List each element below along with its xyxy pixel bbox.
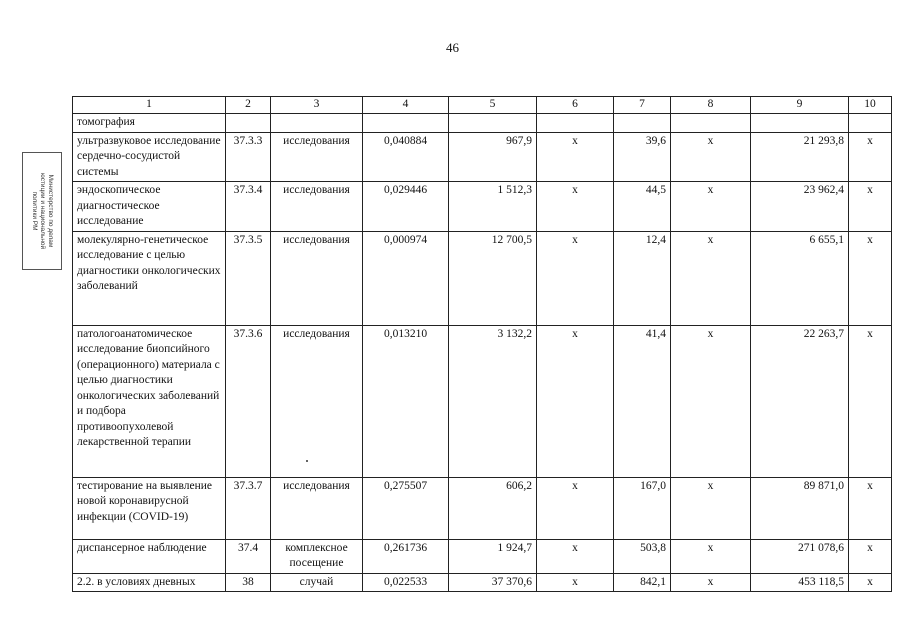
table-row	[73, 477, 892, 539]
table-row	[73, 325, 892, 477]
header-cell: 1	[73, 97, 226, 114]
row-col9: 6 655,1	[751, 231, 849, 325]
row-code: 37.4	[226, 539, 271, 573]
stamp-text	[30, 154, 54, 268]
header-cell: 6	[537, 97, 614, 114]
row-col10: х	[849, 539, 892, 573]
row-col7: 12,4	[614, 231, 671, 325]
row-col5: 1 924,7	[449, 539, 537, 573]
tariff-table	[72, 96, 892, 592]
row-col9: 21 293,8	[751, 132, 849, 182]
row-col7: 503,8	[614, 539, 671, 573]
page-number: 46	[446, 40, 459, 55]
row-col5: 3 132,2	[449, 325, 537, 477]
table-row	[73, 132, 892, 182]
row-col8: х	[671, 132, 751, 182]
row-col7: 842,1	[614, 573, 671, 592]
header-cell: 4	[363, 97, 449, 114]
row-code: 38	[226, 573, 271, 592]
row-col6: х	[537, 477, 614, 539]
row-name: ультразвуковое исследование сердечно-сосудистой системы	[73, 132, 226, 182]
row-col8: х	[671, 325, 751, 477]
row-col6: х	[537, 132, 614, 182]
header-cell: 7	[614, 97, 671, 114]
row-name: патологоанатомическое исследование биопсийного (операционного) материала с целью диагностики онкологических заболеваний и подбора противоопухолевой лекарственной терапии	[73, 325, 226, 477]
registration-stamp	[22, 152, 62, 270]
header-cell: 3	[271, 97, 363, 114]
row-col6: х	[537, 325, 614, 477]
row-name: эндоскопическое диагностическое исследование	[73, 182, 226, 232]
table-row	[73, 231, 892, 325]
row-col9: 453 118,5	[751, 573, 849, 592]
row-col6: х	[537, 539, 614, 573]
row-name: тестирование на выявление новой коронавирусной инфекции (COVID-19)	[73, 477, 226, 539]
row-col4: 0,029446	[363, 182, 449, 232]
row-code: 37.3.7	[226, 477, 271, 539]
stamp-line: политики РМ	[30, 191, 38, 231]
row-col6: х	[537, 231, 614, 325]
section-label: томография	[73, 114, 226, 133]
row-unit: исследования	[271, 132, 363, 182]
row-code: 37.3.5	[226, 231, 271, 325]
row-code: 37.3.6	[226, 325, 271, 477]
row-col8: х	[671, 573, 751, 592]
row-col9: 89 871,0	[751, 477, 849, 539]
table-row	[73, 539, 892, 573]
row-col10: х	[849, 477, 892, 539]
row-col8: х	[671, 539, 751, 573]
row-unit: случай	[271, 573, 363, 592]
row-col4: 0,261736	[363, 539, 449, 573]
row-col8: х	[671, 231, 751, 325]
row-name: молекулярно-генетическое исследование с целью диагностики онкологических заболеваний	[73, 231, 226, 325]
row-col5: 1 512,3	[449, 182, 537, 232]
row-col10: х	[849, 231, 892, 325]
row-col9: 271 078,6	[751, 539, 849, 573]
row-col4: 0,022533	[363, 573, 449, 592]
row-col10: х	[849, 182, 892, 232]
row-col5: 12 700,5	[449, 231, 537, 325]
row-col9: 22 263,7	[751, 325, 849, 477]
row-col5: 967,9	[449, 132, 537, 182]
row-col10: х	[849, 573, 892, 592]
header-cell: 10	[849, 97, 892, 114]
row-col7: 167,0	[614, 477, 671, 539]
row-name: диспансерное наблюдение	[73, 539, 226, 573]
table-row	[73, 573, 892, 592]
row-col4: 0,275507	[363, 477, 449, 539]
row-unit: исследования	[271, 325, 363, 477]
row-unit: исследования	[271, 182, 363, 232]
stamp-line: юстиции и национальной	[39, 172, 47, 250]
row-unit: исследования	[271, 477, 363, 539]
row-col4: 0,000974	[363, 231, 449, 325]
row-col7: 41,4	[614, 325, 671, 477]
row-col6: х	[537, 573, 614, 592]
header-cell: 9	[751, 97, 849, 114]
header-cell: 8	[671, 97, 751, 114]
row-unit: комплексное посещение	[271, 539, 363, 573]
row-col10: х	[849, 325, 892, 477]
scan-speck	[306, 460, 308, 462]
row-col9: 23 962,4	[751, 182, 849, 232]
row-col7: 39,6	[614, 132, 671, 182]
table-header-row	[73, 97, 892, 114]
row-col8: х	[671, 182, 751, 232]
row-col7: 44,5	[614, 182, 671, 232]
row-col4: 0,040884	[363, 132, 449, 182]
header-cell: 2	[226, 97, 271, 114]
row-col4: 0,013210	[363, 325, 449, 477]
row-name: 2.2. в условиях дневных	[73, 573, 226, 592]
row-code: 37.3.4	[226, 182, 271, 232]
table-row	[73, 182, 892, 232]
header-cell: 5	[449, 97, 537, 114]
row-col10: х	[849, 132, 892, 182]
row-col5: 37 370,6	[449, 573, 537, 592]
section-row	[73, 114, 892, 133]
row-col8: х	[671, 477, 751, 539]
row-col5: 606,2	[449, 477, 537, 539]
stamp-line: Министерство по делам	[47, 174, 55, 248]
row-unit: исследования	[271, 231, 363, 325]
row-code: 37.3.3	[226, 132, 271, 182]
row-col6: х	[537, 182, 614, 232]
